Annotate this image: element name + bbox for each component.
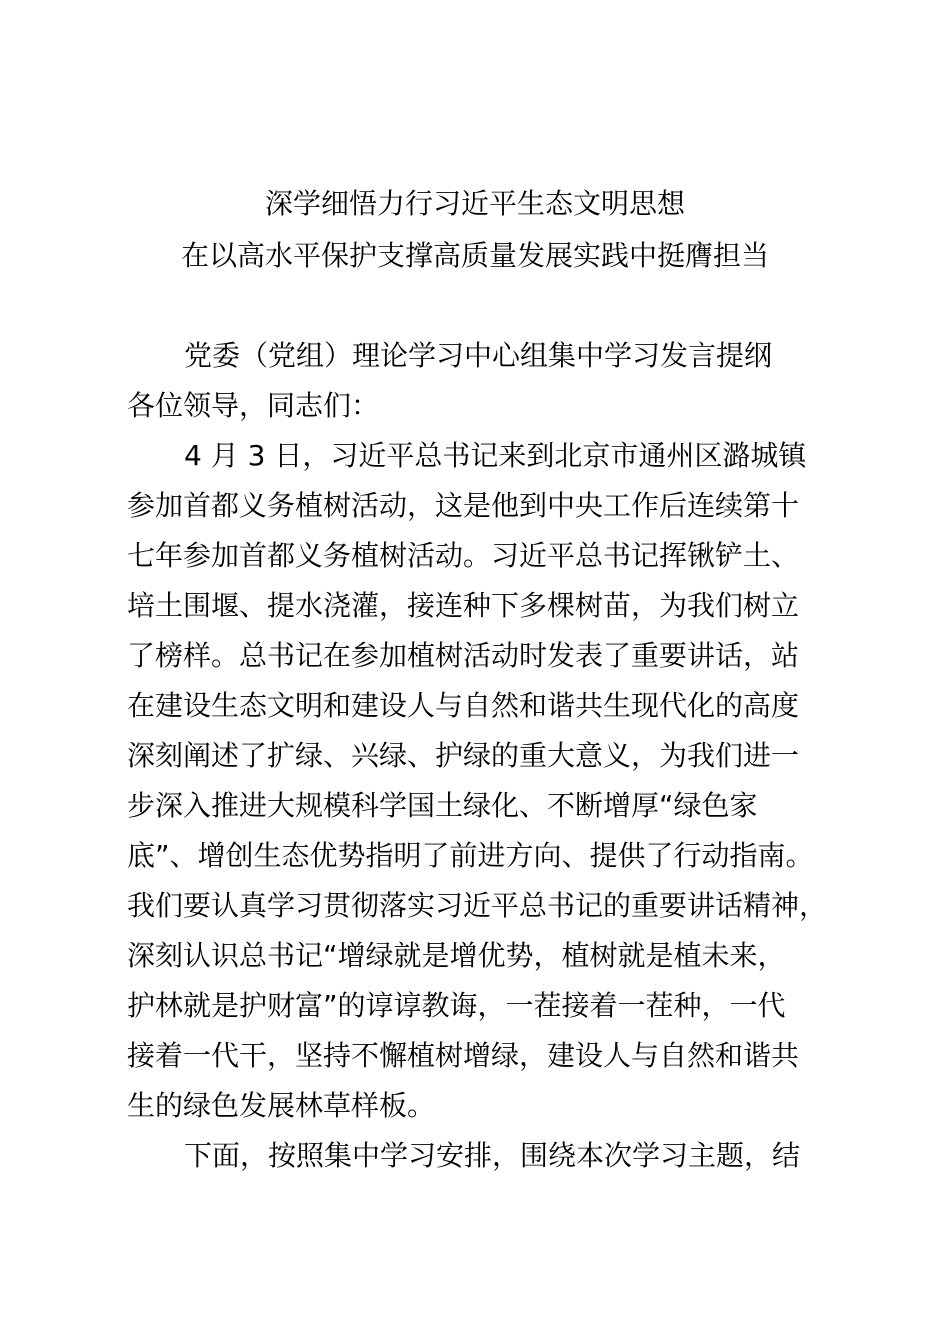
paragraph-1-line: 参加首都义务植树活动，这是他到中央工作后连续第十 xyxy=(127,489,800,522)
paragraph-1-line: 深刻阐述了扩绿、兴绿、护绿的重大意义，为我们进一 xyxy=(127,739,800,772)
paragraph-1-line: 护林就是护财富”的谆谆教诲，一茬接着一茬种，一代 xyxy=(127,989,786,1022)
paragraph-1-line: 底”、增创生态优势指明了前进方向、提供了行动指南。 xyxy=(127,839,814,872)
document-title-line-2: 在以高水平保护支撑高质量发展实践中挺膺担当 xyxy=(180,239,769,272)
paragraph-1-line: 七年参加首都义务植树活动。习近平总书记挥锹铲土、 xyxy=(127,539,800,572)
paragraph-2-line: 下面，按照集中学习安排，围绕本次学习主题，结 xyxy=(184,1139,801,1172)
paragraph-1-line: 培土围堰、提水浇灌，接连种下多棵树苗，为我们树立 xyxy=(127,589,800,622)
paragraph-1-line: 深刻认识总书记“增绿就是增优势，植树就是植未来， xyxy=(127,939,786,972)
paragraph-1-line: 4 月 3 日，习近平总书记来到北京市通州区潞城镇 xyxy=(184,439,807,472)
paragraph-1-line: 了榜样。总书记在参加植树活动时发表了重要讲话，站 xyxy=(127,639,800,672)
document-subtitle: 党委（党组）理论学习中心组集中学习发言提纲 xyxy=(184,339,773,372)
paragraph-1-line: 我们要认真学习贯彻落实习近平总书记的重要讲话精神， xyxy=(127,889,828,922)
paragraph-1-line: 生的绿色发展林草样板。 xyxy=(127,1089,436,1122)
paragraph-1-line: 接着一代干，坚持不懈植树增绿，建设人与自然和谐共 xyxy=(127,1039,800,1072)
document-title-line-1: 深学细悟力行习近平生态文明思想 xyxy=(264,187,685,220)
salutation: 各位领导，同志们： xyxy=(127,389,380,422)
paragraph-1-line: 在建设生态文明和建设人与自然和谐共生现代化的高度 xyxy=(127,689,800,722)
paragraph-1-line: 步深入推进大规模科学国土绿化、不断增厚“绿色家 xyxy=(127,789,758,822)
